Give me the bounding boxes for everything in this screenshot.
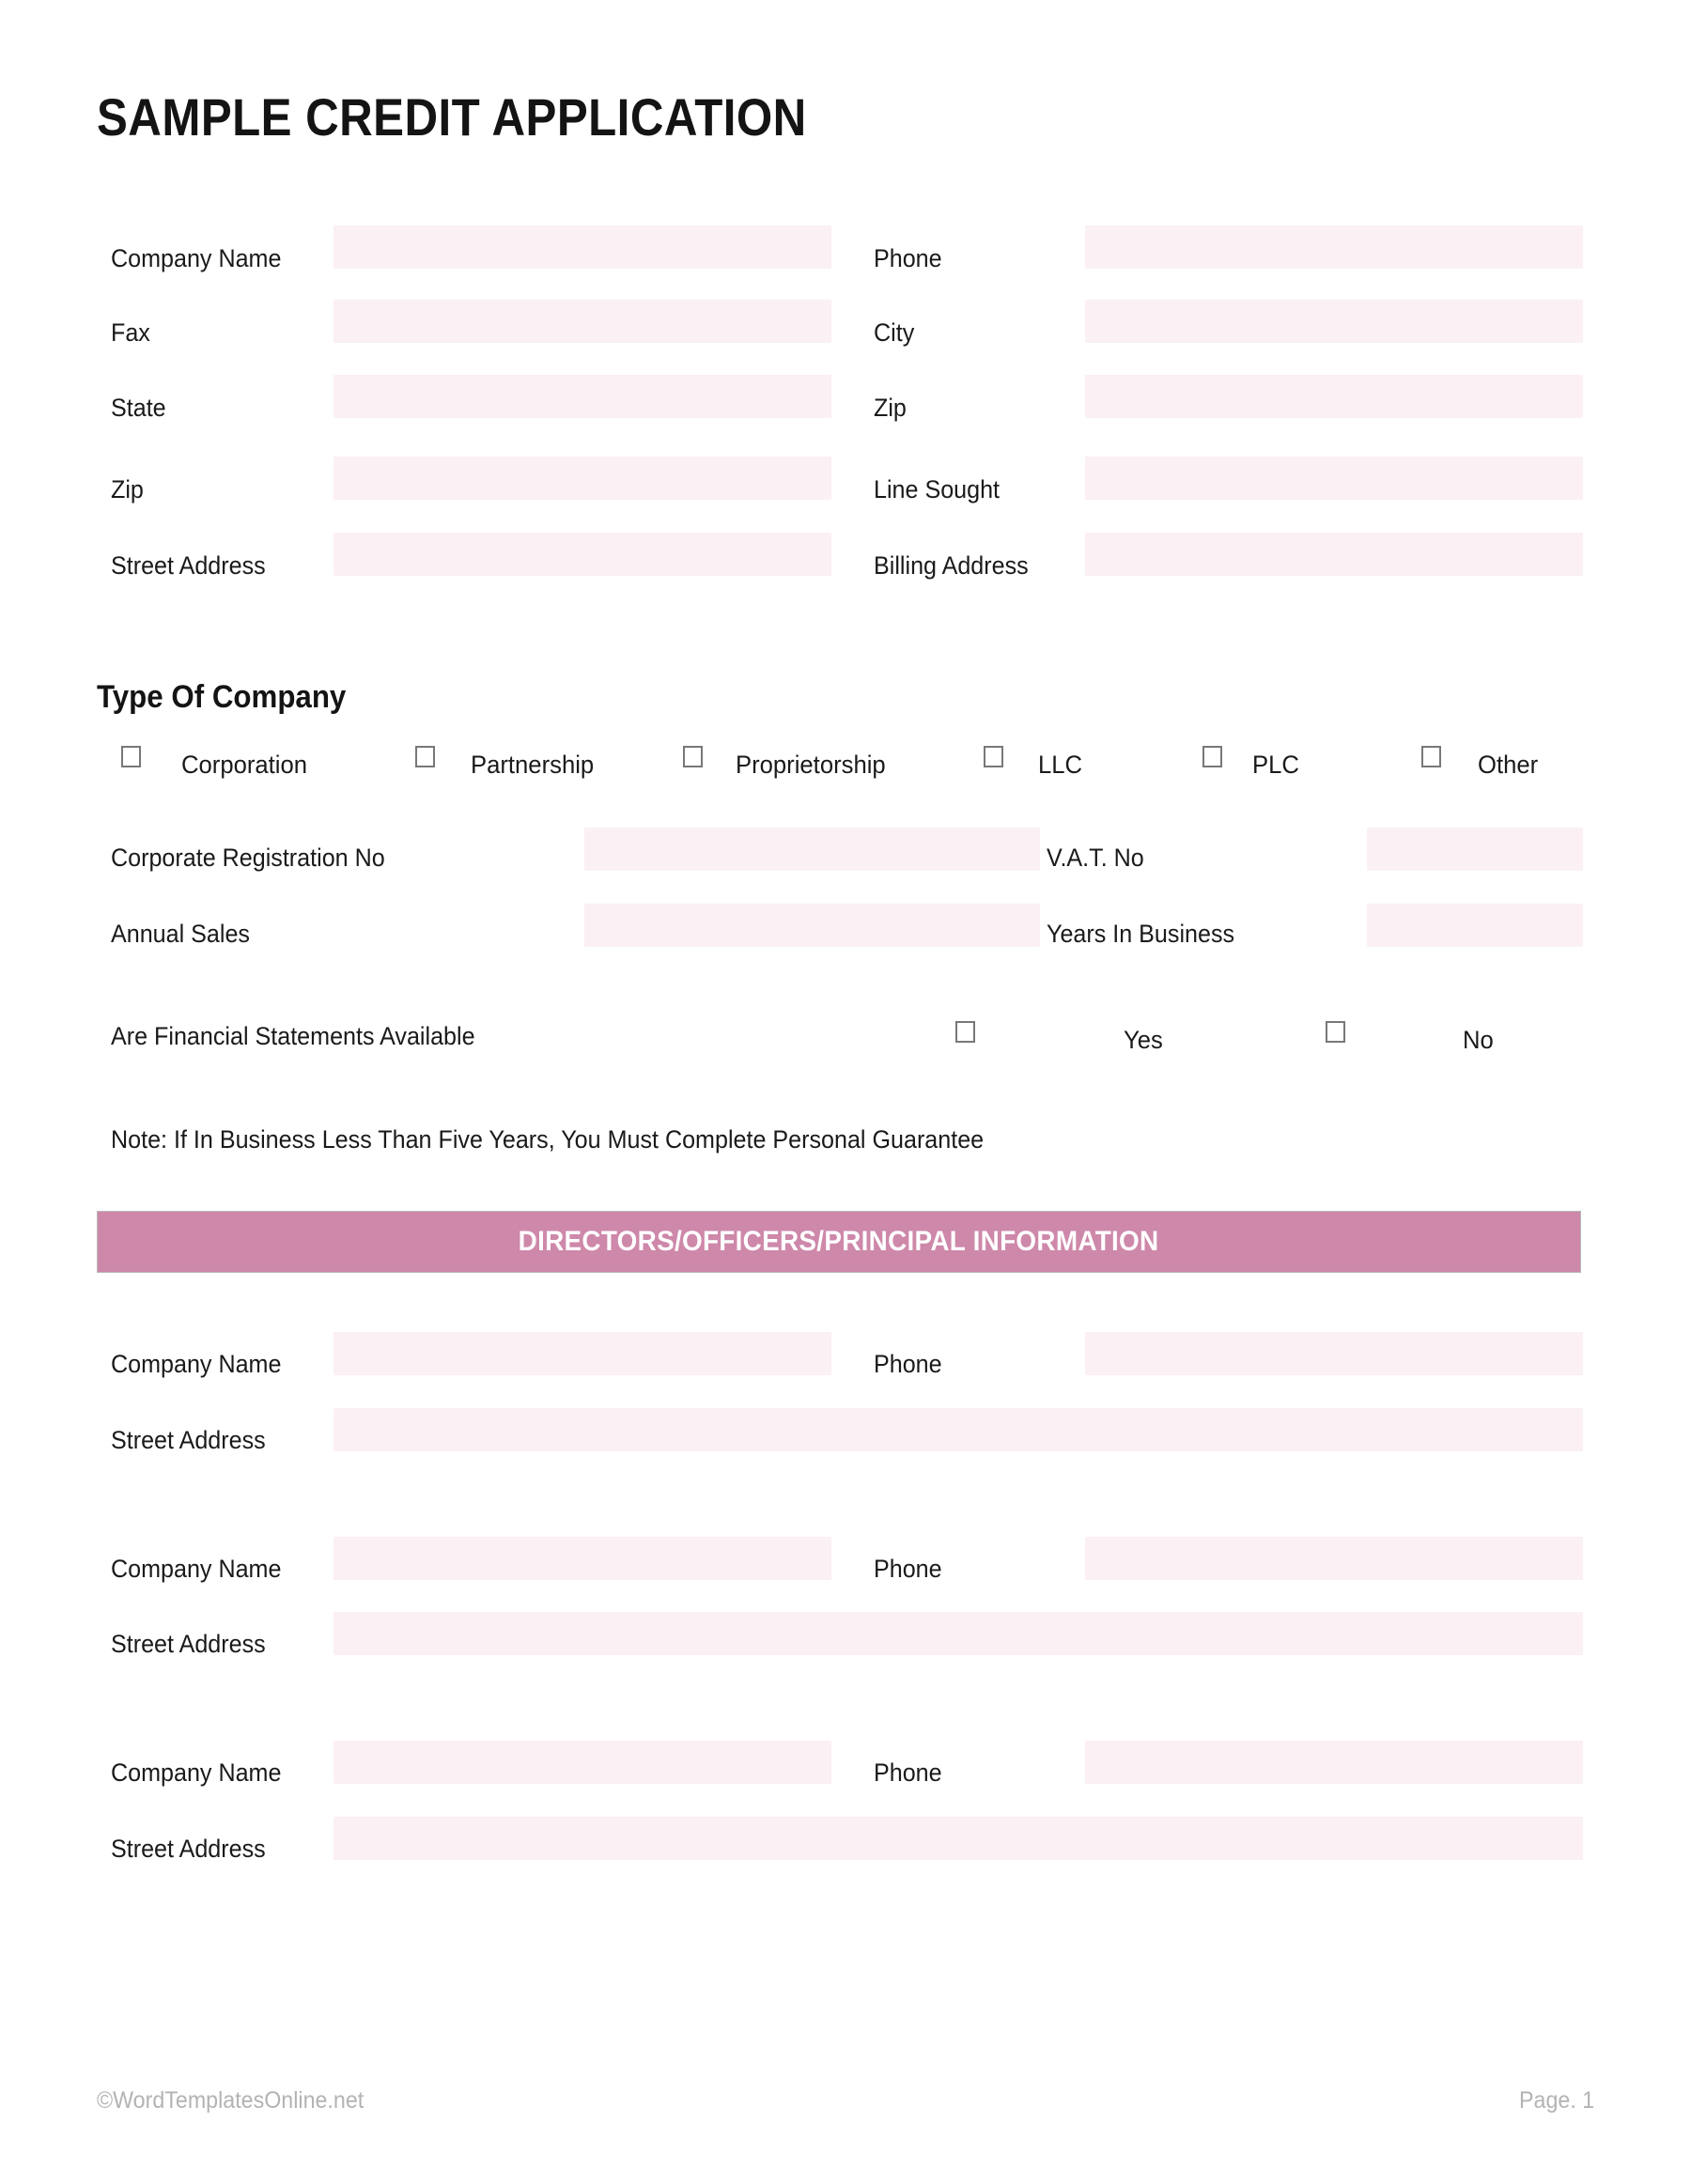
- input-phone[interactable]: [1085, 225, 1583, 269]
- label-annual-sales: Annual Sales: [111, 920, 250, 948]
- directors-banner-title: DIRECTORS/OFFICERS/PRINCIPAL INFORMATION: [519, 1226, 1159, 1257]
- input-zip-right[interactable]: [1085, 375, 1583, 418]
- label-state: State: [111, 394, 166, 422]
- input-company-name[interactable]: [334, 225, 831, 269]
- label-director1-phone: Phone: [874, 1350, 942, 1378]
- checkbox-label-partnership: Partnership: [471, 751, 595, 779]
- label-director2-phone: Phone: [874, 1555, 942, 1583]
- checkbox-label-proprietorship: Proprietorship: [736, 751, 886, 779]
- label-billing-address: Billing Address: [874, 551, 1029, 580]
- label-zip-right: Zip: [874, 394, 907, 422]
- label-director3-phone: Phone: [874, 1758, 942, 1787]
- checkbox-financial-no[interactable]: [1326, 1021, 1345, 1043]
- checkbox-plc[interactable]: [1202, 746, 1222, 767]
- input-city[interactable]: [1085, 300, 1583, 343]
- checkbox-label-corporation: Corporation: [181, 751, 308, 779]
- directors-section-banner: [97, 1211, 1581, 1273]
- checkbox-label-other: Other: [1478, 751, 1539, 779]
- footer-copyright: ©WordTemplatesOnline.net: [97, 2087, 365, 2114]
- input-director3-company-name[interactable]: [334, 1741, 831, 1784]
- checkbox-proprietorship[interactable]: [683, 746, 703, 767]
- input-director2-phone[interactable]: [1085, 1537, 1583, 1580]
- input-line-sought[interactable]: [1085, 457, 1583, 500]
- input-director3-phone[interactable]: [1085, 1741, 1583, 1784]
- input-corporate-registration-no[interactable]: [584, 828, 1040, 871]
- label-phone: Phone: [874, 244, 942, 272]
- page-title: SAMPLE CREDIT APPLICATION: [97, 87, 807, 147]
- label-vat-no: V.A.T. No: [1047, 844, 1144, 872]
- checkbox-label-llc: LLC: [1038, 751, 1083, 779]
- input-years-in-business[interactable]: [1367, 904, 1583, 947]
- input-director1-company-name[interactable]: [334, 1332, 831, 1375]
- label-director2-street-address: Street Address: [111, 1630, 266, 1658]
- input-street-address[interactable]: [334, 533, 831, 576]
- section-heading-type-of-company: Type Of Company: [97, 679, 347, 715]
- checkbox-partnership[interactable]: [415, 746, 435, 767]
- checkbox-label-plc: PLC: [1252, 751, 1299, 779]
- input-fax[interactable]: [334, 300, 831, 343]
- input-director3-street-address[interactable]: [334, 1817, 1583, 1860]
- note-personal-guarantee: Note: If In Business Less Than Five Years, You Must Complete Personal Guarantee: [111, 1125, 985, 1154]
- input-director2-company-name[interactable]: [334, 1537, 831, 1580]
- input-director2-street-address[interactable]: [334, 1612, 1583, 1655]
- input-billing-address[interactable]: [1085, 533, 1583, 576]
- input-vat-no[interactable]: [1367, 828, 1583, 871]
- footer-page-number: Page. 1: [1518, 2087, 1594, 2114]
- label-financial-statements-available: Are Financial Statements Available: [111, 1022, 475, 1050]
- label-director3-company-name: Company Name: [111, 1758, 282, 1787]
- label-company-name: Company Name: [111, 244, 282, 272]
- label-director1-street-address: Street Address: [111, 1426, 266, 1454]
- checkbox-label-financial-yes: Yes: [1124, 1026, 1163, 1054]
- checkbox-corporation[interactable]: [121, 746, 141, 767]
- label-street-address: Street Address: [111, 551, 266, 580]
- label-director1-company-name: Company Name: [111, 1350, 282, 1378]
- label-city: City: [874, 318, 915, 347]
- label-line-sought: Line Sought: [874, 475, 1001, 503]
- label-years-in-business: Years In Business: [1047, 920, 1235, 948]
- label-fax: Fax: [111, 318, 150, 347]
- label-zip-left: Zip: [111, 475, 144, 503]
- input-annual-sales[interactable]: [584, 904, 1040, 947]
- input-state[interactable]: [334, 375, 831, 418]
- checkbox-other[interactable]: [1421, 746, 1441, 767]
- input-director1-phone[interactable]: [1085, 1332, 1583, 1375]
- label-director3-street-address: Street Address: [111, 1835, 266, 1863]
- checkbox-label-financial-no: No: [1463, 1026, 1494, 1054]
- input-zip-left[interactable]: [334, 457, 831, 500]
- label-corporate-registration-no: Corporate Registration No: [111, 844, 385, 872]
- input-director1-street-address[interactable]: [334, 1408, 1583, 1451]
- checkbox-financial-yes[interactable]: [955, 1021, 975, 1043]
- checkbox-llc[interactable]: [984, 746, 1003, 767]
- label-director2-company-name: Company Name: [111, 1555, 282, 1583]
